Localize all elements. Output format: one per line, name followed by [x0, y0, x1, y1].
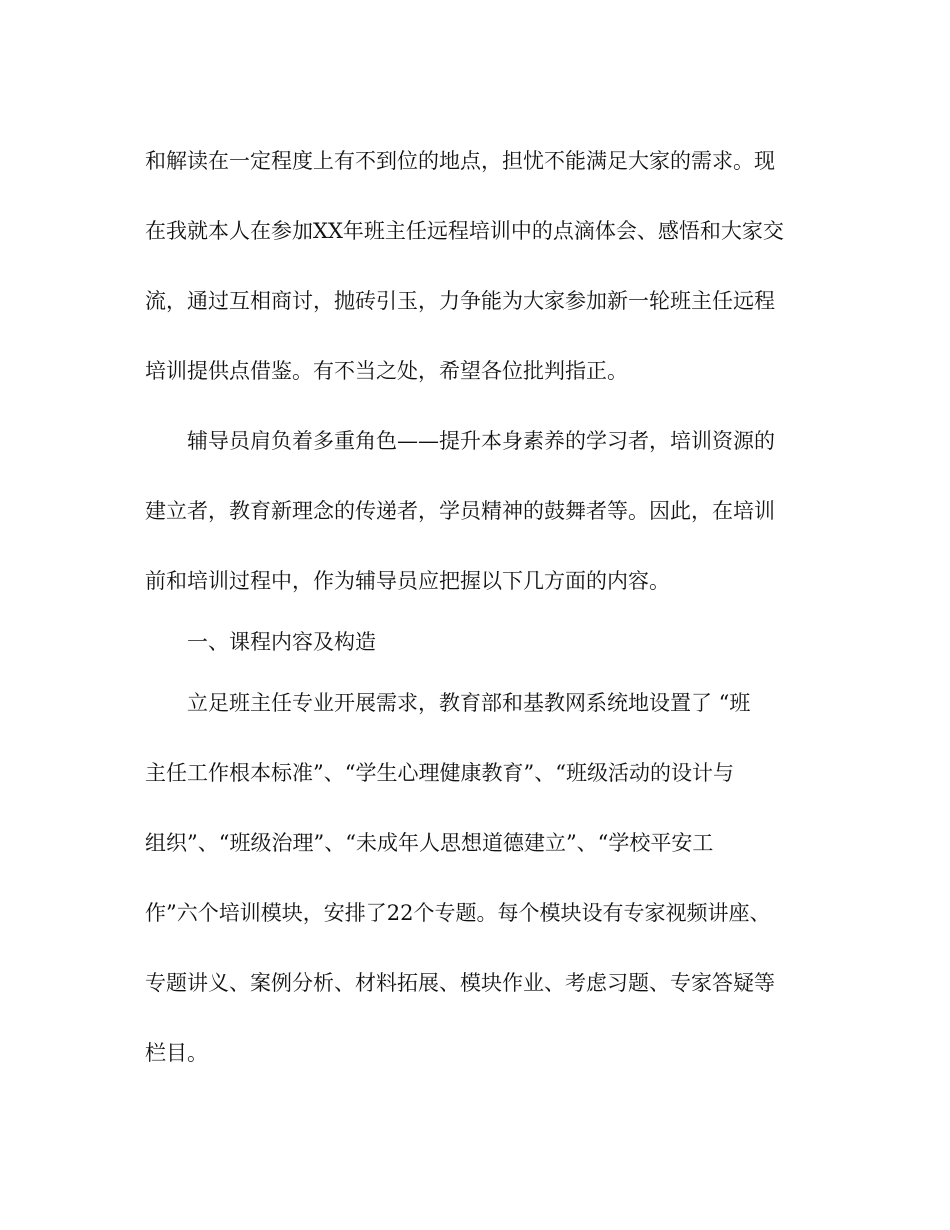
text-line: 和解读在一定程度上有不到位的地点，担忧不能满足大家的需求。现 — [145, 149, 775, 173]
text-line: 在我就本人在参加XX年班主任远程培训中的点滴体会、感悟和大家交 — [145, 219, 784, 243]
text-line: 专题讲义、案例分析、材料拓展、模块作业、考虑习题、专家答疑等 — [145, 971, 775, 995]
text-line: 作”六个培训模块，安排了22个专题。每个模块设有专家视频讲座、 — [145, 901, 771, 925]
text-line: 流，通过互相商讨，抛砖引玉，力争能为大家参加新一轮班主任远程 — [145, 289, 775, 313]
paragraph-start-line: 立足班主任专业开展需求，教育部和基教网系统地设置了 “班 — [187, 691, 751, 715]
text-line: 建立者，教育新理念的传递者，学员精神的鼓舞者等。因此，在培训 — [145, 499, 775, 523]
paragraph-start-line: 辅导员肩负着多重角色——提升本身素养的学习者，培训资源的 — [187, 429, 775, 453]
section-heading: 一、课程内容及构造 — [187, 630, 376, 654]
text-line: 前和培训过程中，作为辅导员应把握以下几方面的内容。 — [145, 569, 670, 593]
text-line: 培训提供点借鉴。有不当之处，希望各位批判指正。 — [145, 359, 628, 383]
text-line: 组织”、“班级治理”、“未成年人思想道德建立”、“学校平安工 — [145, 831, 714, 855]
text-line: 主任工作根本标准”、“学生心理健康教育”、“班级活动的设计与 — [145, 761, 734, 785]
text-line: 栏目。 — [145, 1041, 208, 1065]
